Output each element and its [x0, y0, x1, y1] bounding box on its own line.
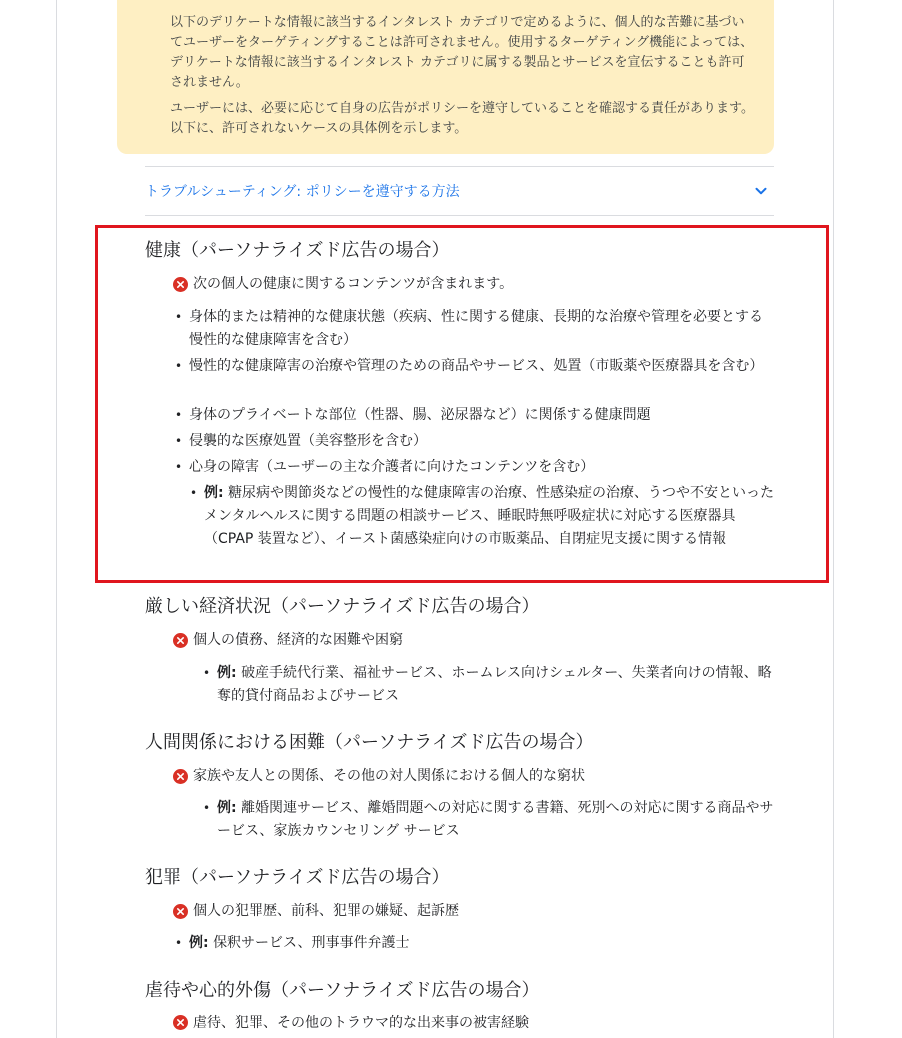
prohibited-text: 次の個人の健康に関するコンテンツが含まれます。 — [193, 276, 514, 292]
error-x-icon — [173, 1015, 188, 1030]
prohibited-row — [173, 273, 513, 295]
example-item: • 例: 糖尿病や関節炎などの慢性的な健康障害の治療、性感染症の治療、うつや不安といったメンタルヘルスに関する問題の相談サービス、睡眠時無呼吸症状に対応する医療器具（CPAP 装置など）、イースト菌感染症向けの市販薬品、自閉症児支援に関する情報 — [190, 485, 775, 547]
list-item: • 身体のプライベートな部位（性器、腸、泌尿器など）に関係する健康問題 — [175, 407, 651, 423]
error-x-icon — [173, 633, 188, 648]
example-label: 例: — [204, 485, 224, 501]
list-item: • 慢性的な健康障害の治療や管理のための商品やサービス、処置（市販薬や医療器具を含む） — [175, 358, 764, 374]
prohibited-text: 虐待、犯罪、その他のトラウマ的な出来事の被害経験 — [193, 1015, 529, 1031]
policy-callout — [117, 0, 774, 154]
callout-cut-text — [170, 0, 325, 4]
list-item: • 心身の障害（ユーザーの主な介護者に向けたコンテンツを含む） — [175, 459, 595, 475]
section-title-crime: 犯罪（パーソナライズド広告の場合） — [145, 867, 450, 888]
error-x-icon — [173, 769, 188, 784]
example-item: • 例: 離婚関連サービス、離婚問題への対応に関する書籍、死別への対応に関する商品やサービス、家族カウンセリング サービス — [203, 800, 774, 839]
expander-label[interactable]: トラブルシューティング: ポリシーを遵守する方法 — [145, 184, 460, 200]
prohibited-text: 家族や友人との関係、その他の対人関係における個人的な窮状 — [193, 768, 585, 784]
prohibited-text: 個人の犯罪歴、前科、犯罪の嫌疑、起訴歴 — [193, 903, 459, 919]
list-item: • 身体的または精神的な健康状態（疾病、性に関する健康、長期的な治療や管理を必要とする慢性的な健康障害を含む） — [175, 309, 763, 348]
example-item: • 例: 保釈サービス、刑事事件弁護士 — [175, 935, 410, 951]
section-title-abuse: 虐待や心的外傷（パーソナライズド広告の場合） — [145, 980, 540, 1001]
chevron-down-icon[interactable] — [752, 182, 770, 200]
example-item: • 例: 破産手続代行業、福祉サービス、ホームレス向けシェルター、失業者向けの情報、略奪的貸付商品およびサービス — [203, 665, 772, 704]
error-x-icon — [173, 904, 188, 919]
list-item: • 侵襲的な医療処置（美容整形を含む） — [175, 433, 427, 449]
section-title-health: 健康（パーソナライズド広告の場合） — [145, 240, 450, 261]
prohibited-text: 個人の債務、経済的な困難や困窮 — [193, 632, 403, 648]
prohibited-row — [173, 629, 403, 651]
divider — [145, 215, 774, 216]
prohibited-row — [173, 900, 459, 922]
example-label: 例: — [189, 935, 209, 951]
section-title-relationship: 人間関係における困難（パーソナライズド広告の場合） — [145, 732, 594, 753]
error-x-icon — [173, 277, 188, 292]
callout-paragraph-2: ユーザーには、必要に応じて自身の広告がポリシーを遵守していることを確認する責任があります。以下に、許可されないケースの具体例を示します。 — [170, 101, 754, 136]
divider — [145, 166, 774, 167]
callout-paragraph-1: 以下のデリケートな情報に該当するインタレスト カテゴリで定めるように、個人的な苦難に基づいてユーザーをターゲティングすることは許可されません。使用するターゲティング機能によっては、デリケートな情報に該当するインタレスト カテゴリに属する製品とサービスを宣伝することも許可されません。 — [170, 15, 754, 90]
prohibited-row — [173, 1012, 529, 1032]
troubleshooting-expander[interactable] — [145, 168, 774, 214]
prohibited-row — [173, 765, 585, 787]
example-label: 例: — [217, 665, 237, 681]
example-label: 例: — [217, 800, 237, 816]
section-title-financial: 厳しい経済状況（パーソナライズド広告の場合） — [145, 596, 540, 617]
